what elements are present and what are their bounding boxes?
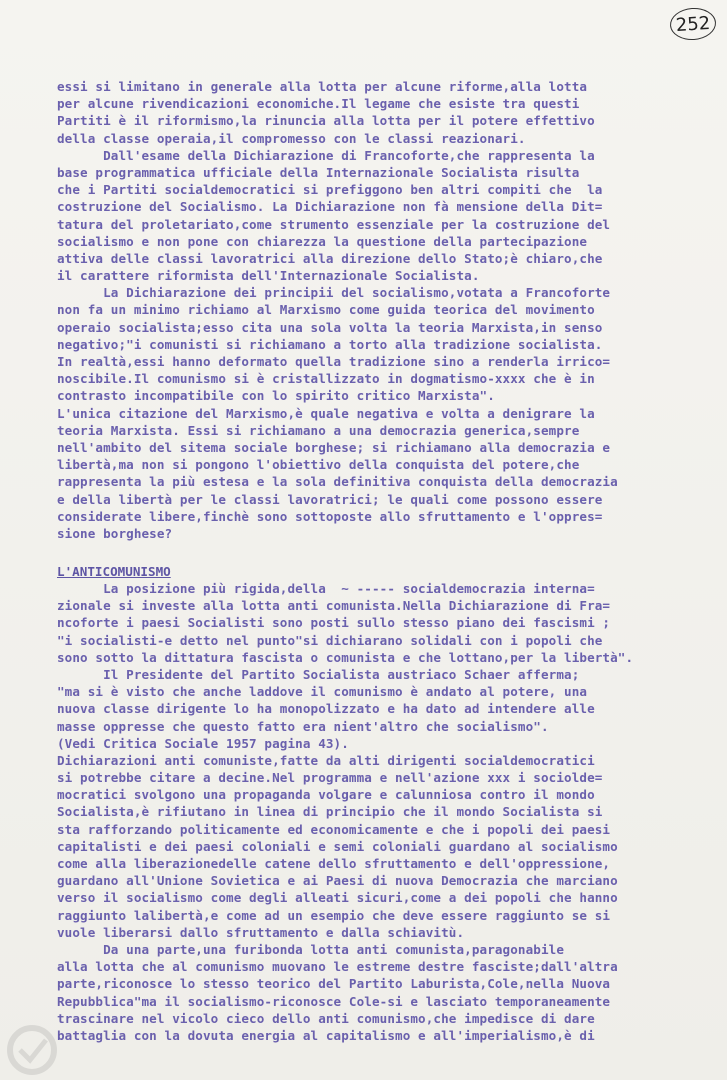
paragraph1-line: base programmatica ufficiale della Internazionale Socialista risulta [57,164,580,180]
paragraph1-line: della classe operaia,il compromesso con le classi reazionari. [57,130,526,146]
paragraph1-line: teoria Marxista. Essi si richiamano a una democrazia generica,sempre [57,422,580,438]
paragraph2-line: trascinare nel vicolo cieco dello anti comunismo,che impedisce di dare [57,1010,595,1026]
paragraph2-line: guardano all'Unione Sovietica e ai Paesi di nuova Democrazia che marciano [57,873,618,889]
page-number-stamp: 252 [669,6,717,41]
paragraph2-line: si potrebbe citare a decine.Nel programma e nell'azione xxx i sociolde= [57,770,603,786]
paragraph2-line: "ma si è visto che anche laddove il comunismo è andato al potere, una [57,684,588,700]
paragraph1-line: considerate libere,finchè sono sottoposte allo sfruttamento e l'oppres= [57,508,603,524]
paragraph2-line: Da una parte,una furibonda lotta anti comunista,paragonabile [57,941,565,957]
paragraph1-line: socialismo e non pone con chiarezza la questione della partecipazione [57,233,588,249]
paragraph2-line: battaglia con la dovuta energia al capitalismo e all'imperialismo,è di [57,1027,595,1043]
paragraph1-line: essi si limitano in generale alla lotta per alcune riforme,alla lotta [57,79,588,94]
paragraph1-line: Partiti è il riformismo,la rinuncia alla lotta per il potere effettivo [57,113,595,129]
paragraph2-line: (Vedi Critica Sociale 1957 pagina 43). [57,735,349,751]
paragraph2-line: nuova classe dirigente lo ha monopolizzato e ha dato ad intendere alle [57,701,595,717]
paragraph1-line: e della libertà per le classi lavoratrici; le quali come possono essere [57,491,603,507]
paragraph2-line: sono sotto la dittatura fascista o comunista e che lottano,per la libertà". [57,649,634,665]
paragraph-block-1 [57,78,717,542]
paragraph1-line: negativo;"i comunisti si richiamano a torto alla tradizione socialista. [57,336,603,352]
paragraph2-line: Repubblica"ma il socialismo-riconosce Cole-si e lasciato temporaneamente [57,993,611,1009]
paragraph2-line: Socialista,è rifiutano in linea di principio che il mondo Socialista si [57,804,603,820]
paragraph1-line: costruzione del Socialismo. La Dichiarazione non fà mensione della Dit= [57,199,603,215]
paragraph2-line: "i socialisti-e detto nel punto"si dichiarano solidali con i popoli che [57,632,603,648]
paragraph1-line: noscibile.Il comunismo si è cristallizzato in dogmatismo-xxxx che è in [57,371,595,387]
paragraph2-line: verso il socialismo come degli alleati sicuri,come a dei popoli che hanno [57,890,618,906]
paragraph-block-2 [57,580,717,1044]
archive-watermark-icon [2,1000,62,1075]
paragraph2-line: Dichiarazioni anti comuniste,fatte da alti dirigenti socialdemocratici [57,752,595,768]
paragraph1-line: il carattere riformista dell'Internazionale Socialista. [57,268,480,284]
paragraph1-line: operaio socialista;esso cita una sola volta la teoria Marxista,in senso [57,319,603,335]
paragraph2-line: capitalisti e dei paesi coloniali e semi coloniali guardano al socialismo [57,838,618,854]
paragraph2-line: ncoforte i paesi Socialisti sono posti sullo stesso piano dei fascismi ; [57,615,611,631]
paragraph1-line: In realtà,essi hanno deformato quella tradizione sino a renderla irrico= [57,354,611,369]
paragraph1-line: Dall'esame della Dichiarazione di Francoforte,che rappresenta la [57,147,595,163]
paragraph1-line: tatura del proletariato,come strumento essenziale per la costruzione del [57,216,611,232]
paragraph2-line: raggiunto lalibertà,e come ad un esempio che deve essere raggiunto se si [57,907,611,923]
paragraph1-line: libertà,ma non si pongono l'obiettivo della conquista del potere,che [57,457,580,473]
section-heading-block [57,563,717,580]
paragraph2-line: sta rafforzando politicamente ed economicamente e che i popoli dei paesi [57,821,611,837]
paragraph1-line: non fa un minimo richiamo al Marxismo come guida teorica del movimento [57,302,595,318]
paragraph2-line: Il Presidente del Partito Socialista austriaco Schaer afferma; [57,666,580,682]
paragraph2-line: alla lotta che al comunismo muovano le estreme destre fasciste;dall'altra [57,959,618,975]
paragraph1-line: attiva delle classi lavoratrici alla direzione dello Stato;è chiaro,che [57,250,603,266]
paragraph1-line: nell'ambito del sitema sociale borghese; si richiamano alla democrazia e [57,439,611,455]
paragraph2-line: parte,riconosce lo stesso teorico del Partito Laburista,Cole,nella Nuova [57,976,611,992]
paragraph2-line: La posizione più rigida,della ~ ----- socialdemocrazia interna= [57,581,595,596]
paragraph2-line: zionale si investe alla lotta anti comunista.Nella Dichiarazione di Fra= [57,598,611,614]
paragraph2-line: come alla liberazionedelle catene dello sfruttamento e dell'oppressione, [57,856,611,871]
section-heading: L'ANTICOMUNISMO [57,564,171,579]
paragraph2-line: vuole liberarsi dallo sfruttamento e dalla schiavitù. [57,924,465,940]
paragraph1-line: che i Partiti socialdemocratici si prefiggono ben altri compiti che la [57,182,603,198]
paragraph1-line: sione borghese? [57,525,173,541]
paragraph1-line: L'unica citazione del Marxismo,è quale negativa e volta a denigrare la [57,405,595,421]
paragraph1-line: per alcune rivendicazioni economiche.Il legame che esiste tra questi [57,96,580,112]
paragraph1-line: rappresenta la più estesa e la sola definitiva conquista della democrazia [57,474,618,490]
paragraph1-line: La Dichiarazione dei principii del socialismo,votata a Francoforte [57,285,611,301]
paragraph2-line: mocratici svolgono una propaganda volgare e calunniosa contro il mondo [57,787,595,803]
paragraph1-line: contrasto incompatibile con lo spirito critico Marxista". [57,388,495,404]
paragraph2-line: masse oppresse che questo fatto era nient'altro che socialismo". [57,718,549,734]
